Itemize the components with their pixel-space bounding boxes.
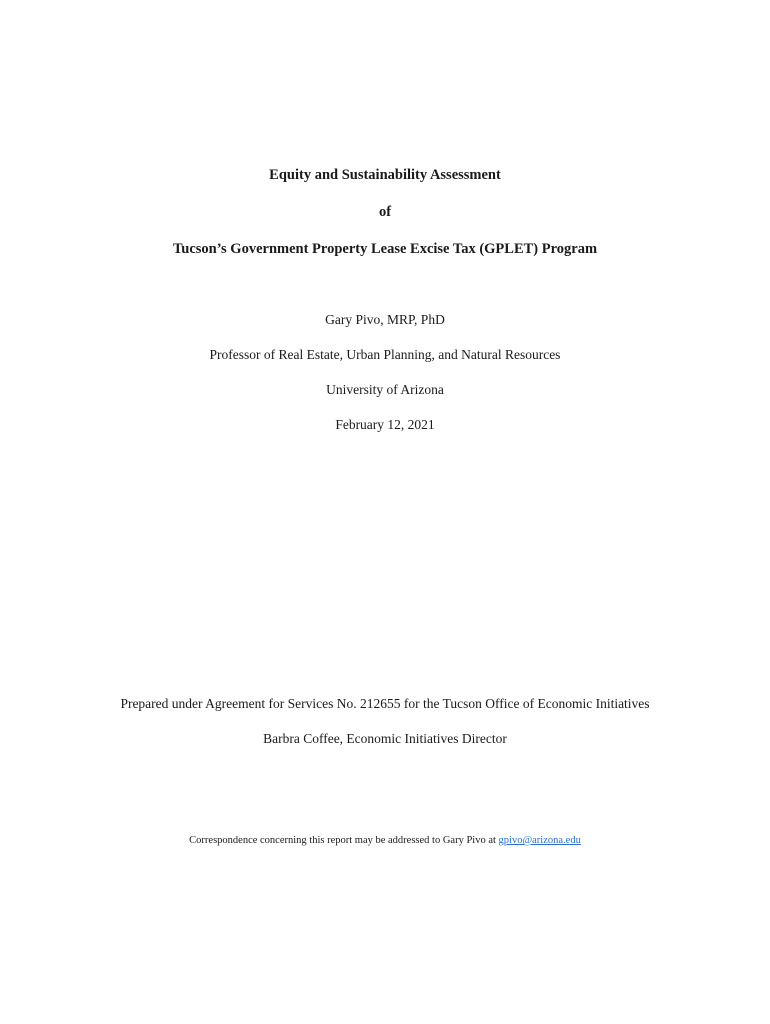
title-line-1: Equity and Sustainability Assessment [269, 167, 501, 183]
title-line-2: of [378, 204, 392, 220]
author-name: Gary Pivo, MRP, PhD [325, 312, 445, 327]
correspondence-text: Correspondence concerning this report may be addressed to Gary Pivo at [189, 835, 499, 846]
title-line-3: Tucson’s Government Property Lease Excise Tax (GPLET) Program [172, 241, 598, 257]
report-date: February 12, 2021 [335, 417, 435, 432]
email-link[interactable]: gpivo@arizona.edu [498, 835, 581, 846]
author-position: Professor of Real Estate, Urban Planning, and Natural Resources [209, 347, 561, 362]
prepared-agreement: Prepared under Agreement for Services No. 212655 for the Tucson Office of Economic Initiatives [120, 696, 650, 711]
correspondence-note [0, 836, 770, 847]
prepared-director: Barbra Coffee, Economic Initiatives Director [263, 731, 507, 746]
author-institution: University of Arizona [326, 382, 444, 397]
